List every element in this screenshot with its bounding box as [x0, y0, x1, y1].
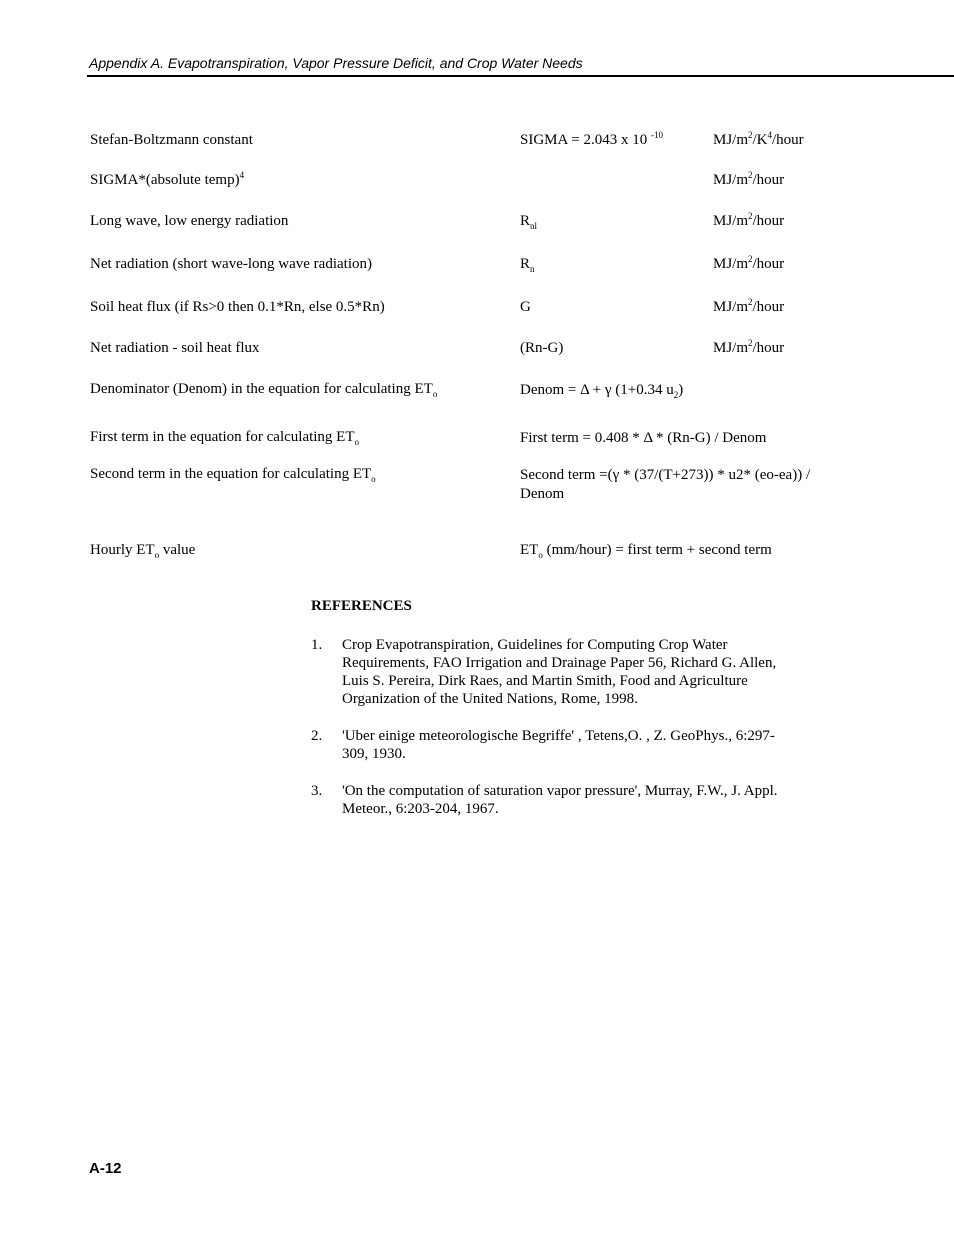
formula-line: Second term =(γ * (37/(T+273)) * u2* (eo-ea)) /: [520, 467, 811, 483]
page-number: A-12: [89, 1160, 122, 1177]
row-formula: $R_n$: [520, 256, 535, 274]
header-rule: [87, 75, 954, 77]
row-label: Denominator (Denom) in the equation for calculating $ET_o$: [90, 381, 438, 399]
reference-number: 1.: [311, 637, 323, 653]
running-header: Appendix A. Evapotranspiration, Vapor Pressure Deficit, and Crop Water Needs: [89, 55, 583, 71]
row-formula: [520, 466, 830, 504]
row-unit: $MJ/m^2/K^4$/hour: [713, 130, 804, 148]
row-label: Second term in the equation for calculating $ET_o$: [90, 466, 376, 484]
reference-text: [342, 782, 812, 818]
row-formula: $R_{nl}$: [520, 213, 538, 231]
row-formula: SIGMA = 2.043 x 10 $^{-10}$: [520, 130, 663, 148]
row-label: Net radiation (short wave-long wave radiation): [90, 256, 372, 272]
row-label: Net radiation - soil heat flux: [90, 340, 260, 356]
references-heading: REFERENCES: [311, 598, 412, 614]
row-unit: $MJ/m^2$/hour: [713, 170, 785, 188]
reference-line: Meteor., 6:203-204, 1967.: [342, 801, 499, 817]
row-unit: $MJ/m^2$/hour: [713, 297, 785, 315]
row-unit: $MJ/m^2$/hour: [713, 254, 785, 272]
row-formula: $ET_o$ (mm/hour) = first term + second term: [520, 542, 772, 560]
row-label: Stefan-Boltzmann constant: [90, 132, 253, 148]
reference-text: [342, 727, 812, 763]
row-label: Soil heat flux (if Rs>0 then 0.1*Rn, else 0.5*Rn): [90, 299, 385, 315]
reference-line: Organization of the United Nations, Rome, 1998.: [342, 691, 638, 707]
reference-text: [342, 636, 812, 708]
reference-line: Requirements, FAO Irrigation and Drainage Paper 56, Richard G. Allen,: [342, 655, 777, 671]
reference-number: 3.: [311, 783, 323, 799]
row-label: SIGMA*(absolute temp)$^4$: [90, 170, 245, 188]
reference-number: 2.: [311, 728, 323, 744]
formula-line: Denom: [520, 486, 565, 502]
row-formula: G: [520, 299, 531, 315]
reference-line: 'On the computation of saturation vapor pressure', Murray, F.W., J. Appl.: [342, 783, 778, 799]
row-formula: First term = 0.408 * Δ * (Rn-G) / Denom: [520, 430, 767, 446]
row-formula: Denom = Δ + γ (1+0.34 $u_2$): [520, 382, 684, 400]
row-formula: (Rn-G): [520, 340, 564, 356]
reference-line: Luis S. Pereira, Dirk Raes, and Martin Smith, Food and Agriculture: [342, 673, 748, 689]
reference-line: 309, 1930.: [342, 746, 406, 762]
row-unit: $MJ/m^2$/hour: [713, 211, 785, 229]
row-label: First term in the equation for calculating $ET_o$: [90, 429, 360, 447]
reference-line: Crop Evapotranspiration, Guidelines for Computing Crop Water: [342, 637, 728, 653]
row-label: Hourly $ET_o$ value: [90, 542, 196, 560]
row-unit: $MJ/m^2$/hour: [713, 338, 785, 356]
reference-line: 'Uber einige meteorologische Begriffe' , Tetens,O. , Z. GeoPhys., 6:297-: [342, 728, 775, 744]
row-label: Long wave, low energy radiation: [90, 213, 289, 229]
